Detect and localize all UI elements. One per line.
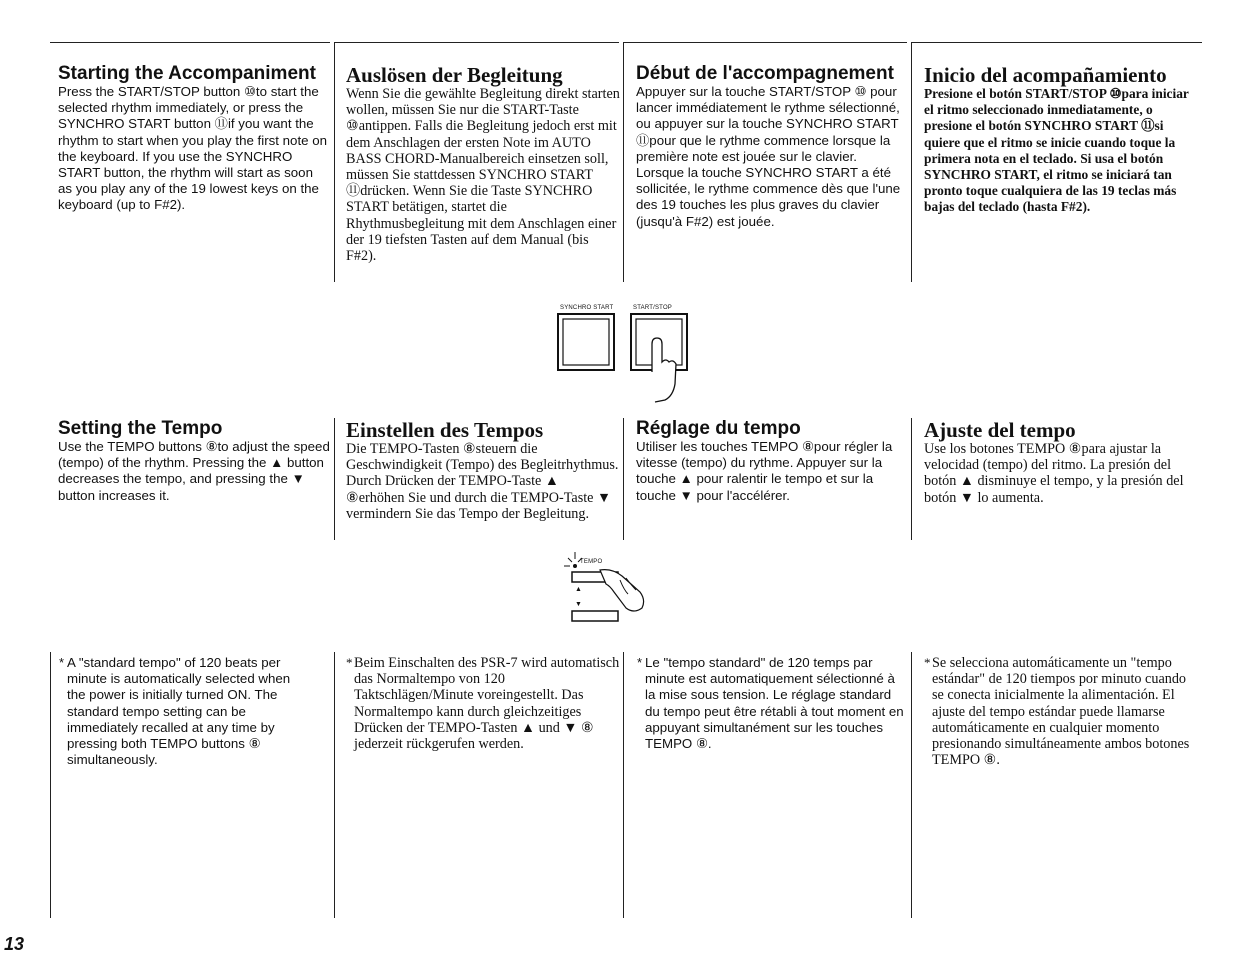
- section-accompaniment-en: [58, 64, 330, 214]
- section-title: Réglage du tempo: [636, 418, 801, 439]
- section-body: Utiliser les touches TEMPO ⑧pour régler la vitesse (tempo) du rythme. Appuyer sur la touche ▲ pour ralentir le tempo et sur la touche ▼ pour l'accélérer.: [636, 438, 893, 503]
- section-body: Presione el botón START/STOP ⑩para iniciar el ritmo seleccionado inmediatamente, o presione el botón SYNCHRO START ⑪si quiere que el ritmo se inicie cuando toque la primera nota en el teclado. Si usa el botón SYNCHRO START, el ritmo se iniciará tan pronto toque cualquiera de las 19 teclas más bajas del teclado (hasta F#2).: [924, 86, 1189, 215]
- section-accompaniment-fr: [636, 64, 906, 230]
- section-body: Use the TEMPO buttons ⑧to adjust the speed (tempo) of the rhythm. Pressing the ▲ button decreases the tempo, and pressing the ▼ button increases it.: [58, 438, 330, 503]
- section-accompaniment-es: [924, 64, 1199, 216]
- divider: [334, 42, 335, 282]
- note-es: [924, 655, 1194, 769]
- section-tempo-de: [346, 419, 620, 522]
- divider: [623, 652, 624, 918]
- divider: [50, 652, 51, 918]
- tempo-buttons-icon: [560, 550, 700, 630]
- top-rule-col4: [912, 42, 1202, 43]
- note-bullet: *: [637, 655, 643, 670]
- tempo-down-symbol: ▼: [575, 600, 582, 608]
- section-title: Auslösen der Begleitung: [346, 63, 563, 87]
- note-fr: [637, 655, 907, 752]
- tempo-illustration: [560, 550, 700, 630]
- top-rule-col2: [335, 42, 619, 43]
- section-body: Appuyer sur la touche START/STOP ⑩ pour lancer immédiatement le rythme sélectionné, ou appuyer sur la touche SYNCHRO START ⑪pour que le rythme commence lorsque la première note est jouée sur le clavier. Lorsque la touche SYNCHRO START a été sollicitée, le rythme commence dès que l'une des 19 touches les plus graves du clavier (jusqu'à F#2) est jouée.: [636, 83, 901, 229]
- divider: [623, 418, 624, 540]
- section-title: Einstellen des Tempos: [346, 418, 544, 442]
- note-text: Le "tempo standard" de 120 temps par minute est automatiquement sélectionné à la mise sous tension. Le réglage standard du tempo peut être rétabli à tout moment en appuyant simultanément sur les touches TEMPO ⑧.: [645, 655, 904, 752]
- section-body: Use los botones TEMPO ⑧para ajustar la velocidad (tempo) del ritmo. La presión del botón ▲ disminuye el tempo, y la presión del botón ▼ lo aumenta.: [924, 441, 1184, 506]
- note-text: Beim Einschalten des PSR-7 wird automatisch das Normaltempo von 120 Taktschlägen/Minute voreingestellt. Das Normaltempo kann durch gleichzeitiges Drücken der TEMPO-Tasten ▲ und ▼ ⑧ jederzeit rückgerufen werden.: [354, 655, 620, 753]
- divider: [334, 652, 335, 918]
- section-accompaniment-de: [346, 64, 620, 264]
- section-title: Début de l'accompagnement: [636, 63, 894, 84]
- note-en: [59, 655, 312, 768]
- synchro-start-label: SYNCHRO START: [560, 305, 614, 311]
- divider: [334, 418, 335, 540]
- top-rule-col3: [624, 42, 907, 43]
- section-body: Wenn Sie die gewählte Begleitung direkt starten wollen, müssen Sie nur die START-Taste ⑩antippen. Falls die Begleitung jedoch erst mit dem Anschlagen der ersten Note im AUTO BASS CHORD-Manualbereich einsetzen soll, müssen Sie stattdessen SYNCHRO START ⑪drücken. Wenn Sie die Taste SYNCHRO START betätigen, startet die Rhythmusbegleitung mit dem Anschlagen einer der 19 tiefsten Tasten auf dem Manual (bis F#2).: [346, 86, 620, 265]
- section-tempo-en: [58, 419, 330, 504]
- note-text: A "standard tempo" of 120 beats per minute is automatically selected when the power is initially turned ON. The standard tempo setting can be immediately recalled at any time by pressing both TEMPO buttons ⑧ simultaneously.: [67, 655, 291, 768]
- page-number: 13: [4, 934, 25, 954]
- top-rule-col1: [50, 42, 330, 43]
- buttons-illustration: [555, 300, 705, 410]
- tempo-up-symbol: ▲: [575, 585, 582, 593]
- divider: [623, 42, 624, 282]
- section-title: Inicio del acompañamiento: [924, 63, 1167, 87]
- section-body: Press the START/STOP button ⑩to start the selected rhythm immediately, or press the SYNCHRO START button ⑪if you want the rhythm to start when you play the first note on the keyboard. If you use the SYNCHRO START button, the rhythm will start as soon as you play any of the 19 lowest keys on the keyboard (up to F#2).: [58, 83, 328, 213]
- section-title: Setting the Tempo: [58, 418, 223, 439]
- section-tempo-es: [924, 419, 1199, 506]
- section-title: Starting the Accompaniment: [58, 63, 316, 84]
- note-bullet: *: [924, 655, 931, 670]
- start-stop-label: START/STOP: [633, 305, 673, 311]
- divider: [911, 652, 912, 918]
- note-bullet: *: [59, 655, 65, 670]
- section-body: Die TEMPO-Tasten ⑧steuern die Geschwindigkeit (Tempo) des Begleitrhythmus. Durch Drücken der TEMPO-Taste ▲ ⑧erhöhen Sie und durch die TEMPO-Taste ▼ vermindern Sie das Tempo der Begleitung.: [346, 441, 619, 522]
- note-text: Se selecciona automáticamente un "tempo estándar" de 120 tiempos por minuto cuando se conecta inicialmente la alimentación. El ajuste del tempo estándar puede llamarse automáticamente en cualquier momento presionando simultáneamente ambos botones TEMPO ⑧.: [932, 655, 1190, 769]
- synchro-start-button-icon: [555, 312, 705, 412]
- divider: [911, 42, 912, 282]
- section-tempo-fr: [636, 419, 906, 504]
- section-title: Ajuste del tempo: [924, 418, 1076, 442]
- note-de: [346, 655, 620, 753]
- tempo-label: TEMPO: [580, 559, 603, 565]
- divider: [911, 418, 912, 540]
- note-bullet: *: [346, 655, 353, 670]
